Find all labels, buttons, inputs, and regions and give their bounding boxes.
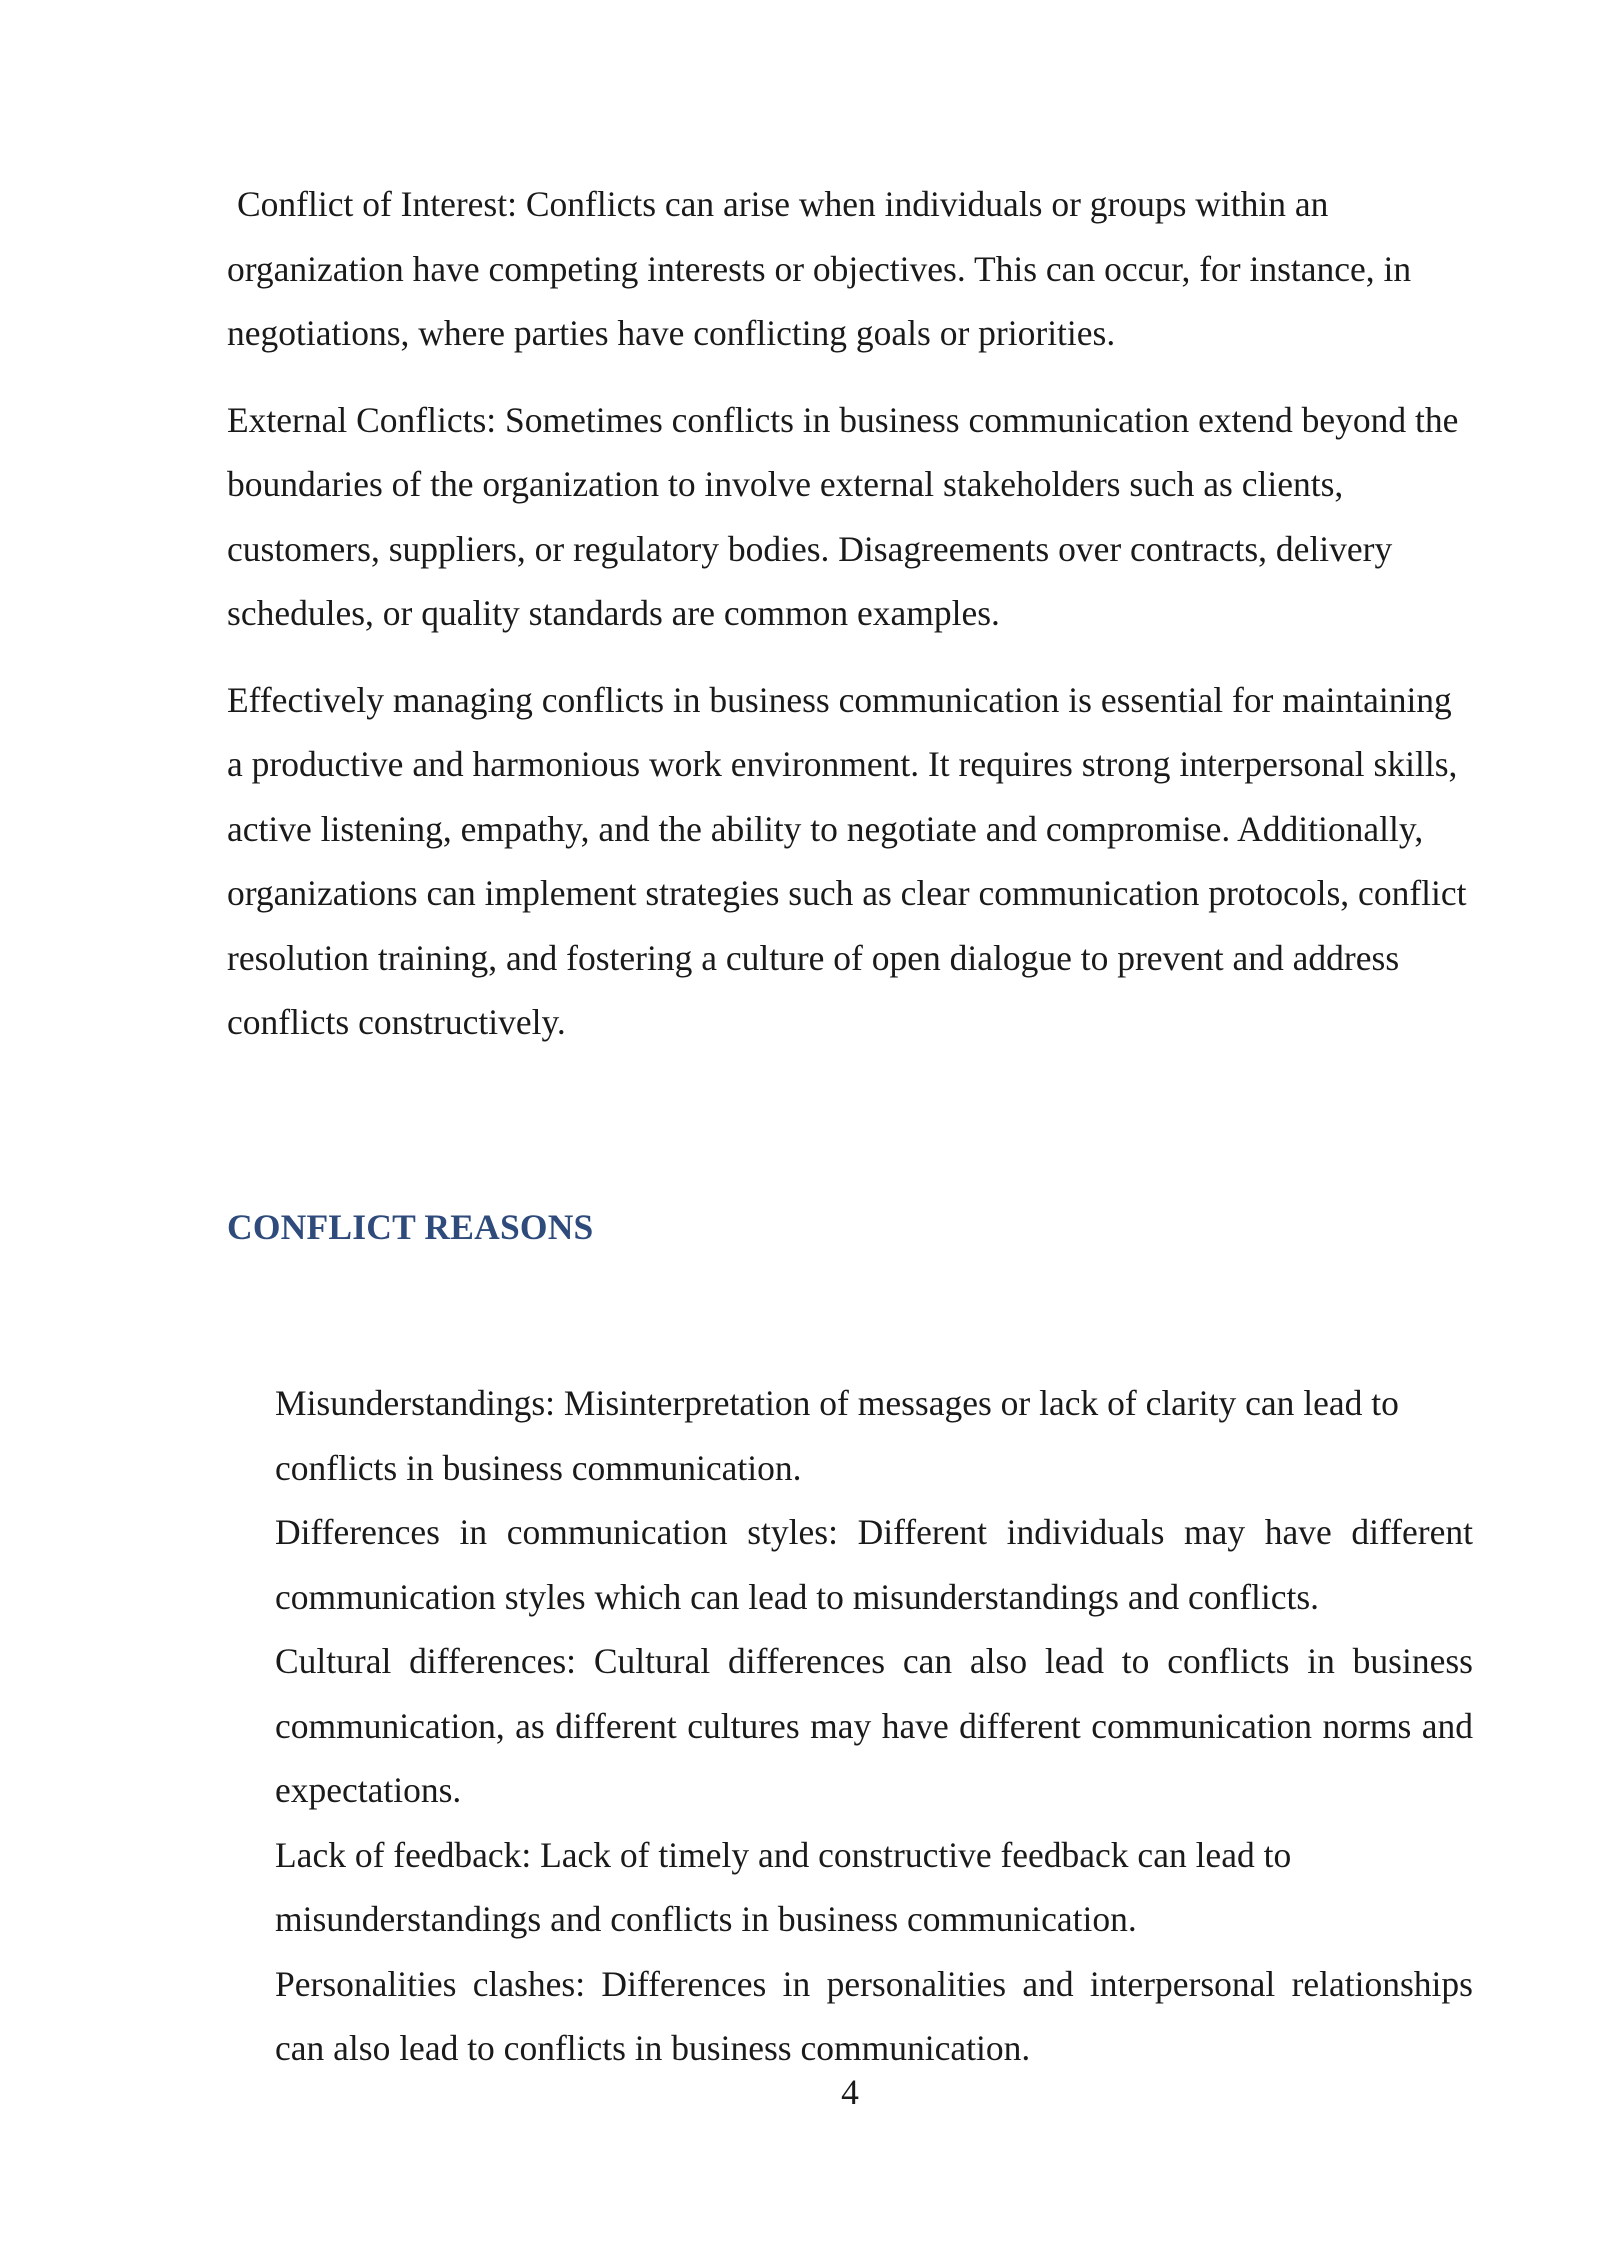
reason-item-cultural-differences: Cultural differences: Cultural differences can also lead to conflicts in business communication, as different cultures may have different communication norms and expectations. [275,1641,1473,1810]
conflict-reasons-list [275,1371,1473,2081]
paragraph-conflict-of-interest: Conflict of Interest: Conflicts can arise when individuals or groups within an organization have competing interests or objectives. This can occur, for instance, in negotiations, where parties have conflicting goals or priorities. [227,184,1412,353]
paragraph-external-conflicts: External Conflicts: Sometimes conflicts in business communication extend beyond the boundaries of the organization to involve external stakeholders such as clients, customers, suppliers, or regulatory bodies. Disagreements over contracts, delivery schedules, or quality standards are common examples. [227,399,1459,633]
paragraph-managing-conflicts: Effectively managing conflicts in business communication is essential for maintaining a productive and harmonious work environment. It requires strong interpersonal skills, active listening, empathy, and the ability to negotiate and compromise. Additionally, organizations can implement strategies such as clear communication protocols, conflict resolution training, and fostering a culture of open dialogue to prevent and address conflicts constructively. [227,679,1467,1042]
reason-item-personality-clashes: Personalities clashes: Differences in personalities and interpersonal relationships can also lead to conflicts in business communication. [275,1963,1473,2068]
section-heading: CONFLICT REASONS [227,1206,594,1247]
reason-item-communication-styles: Differences in communication styles: Different individuals may have different communication styles which can lead to misunderstandings and conflicts. [275,1512,1473,1617]
reason-item-lack-of-feedback: Lack of feedback: Lack of timely and constructive feedback can lead to misunderstandings and conflicts in business communication. [275,1834,1292,1939]
page-number: 4 [841,2072,859,2112]
page-content [227,172,1473,2081]
reason-item-misunderstandings: Misunderstandings: Misinterpretation of messages or lack of clarity can lead to conflicts in business communication. [275,1383,1399,1488]
